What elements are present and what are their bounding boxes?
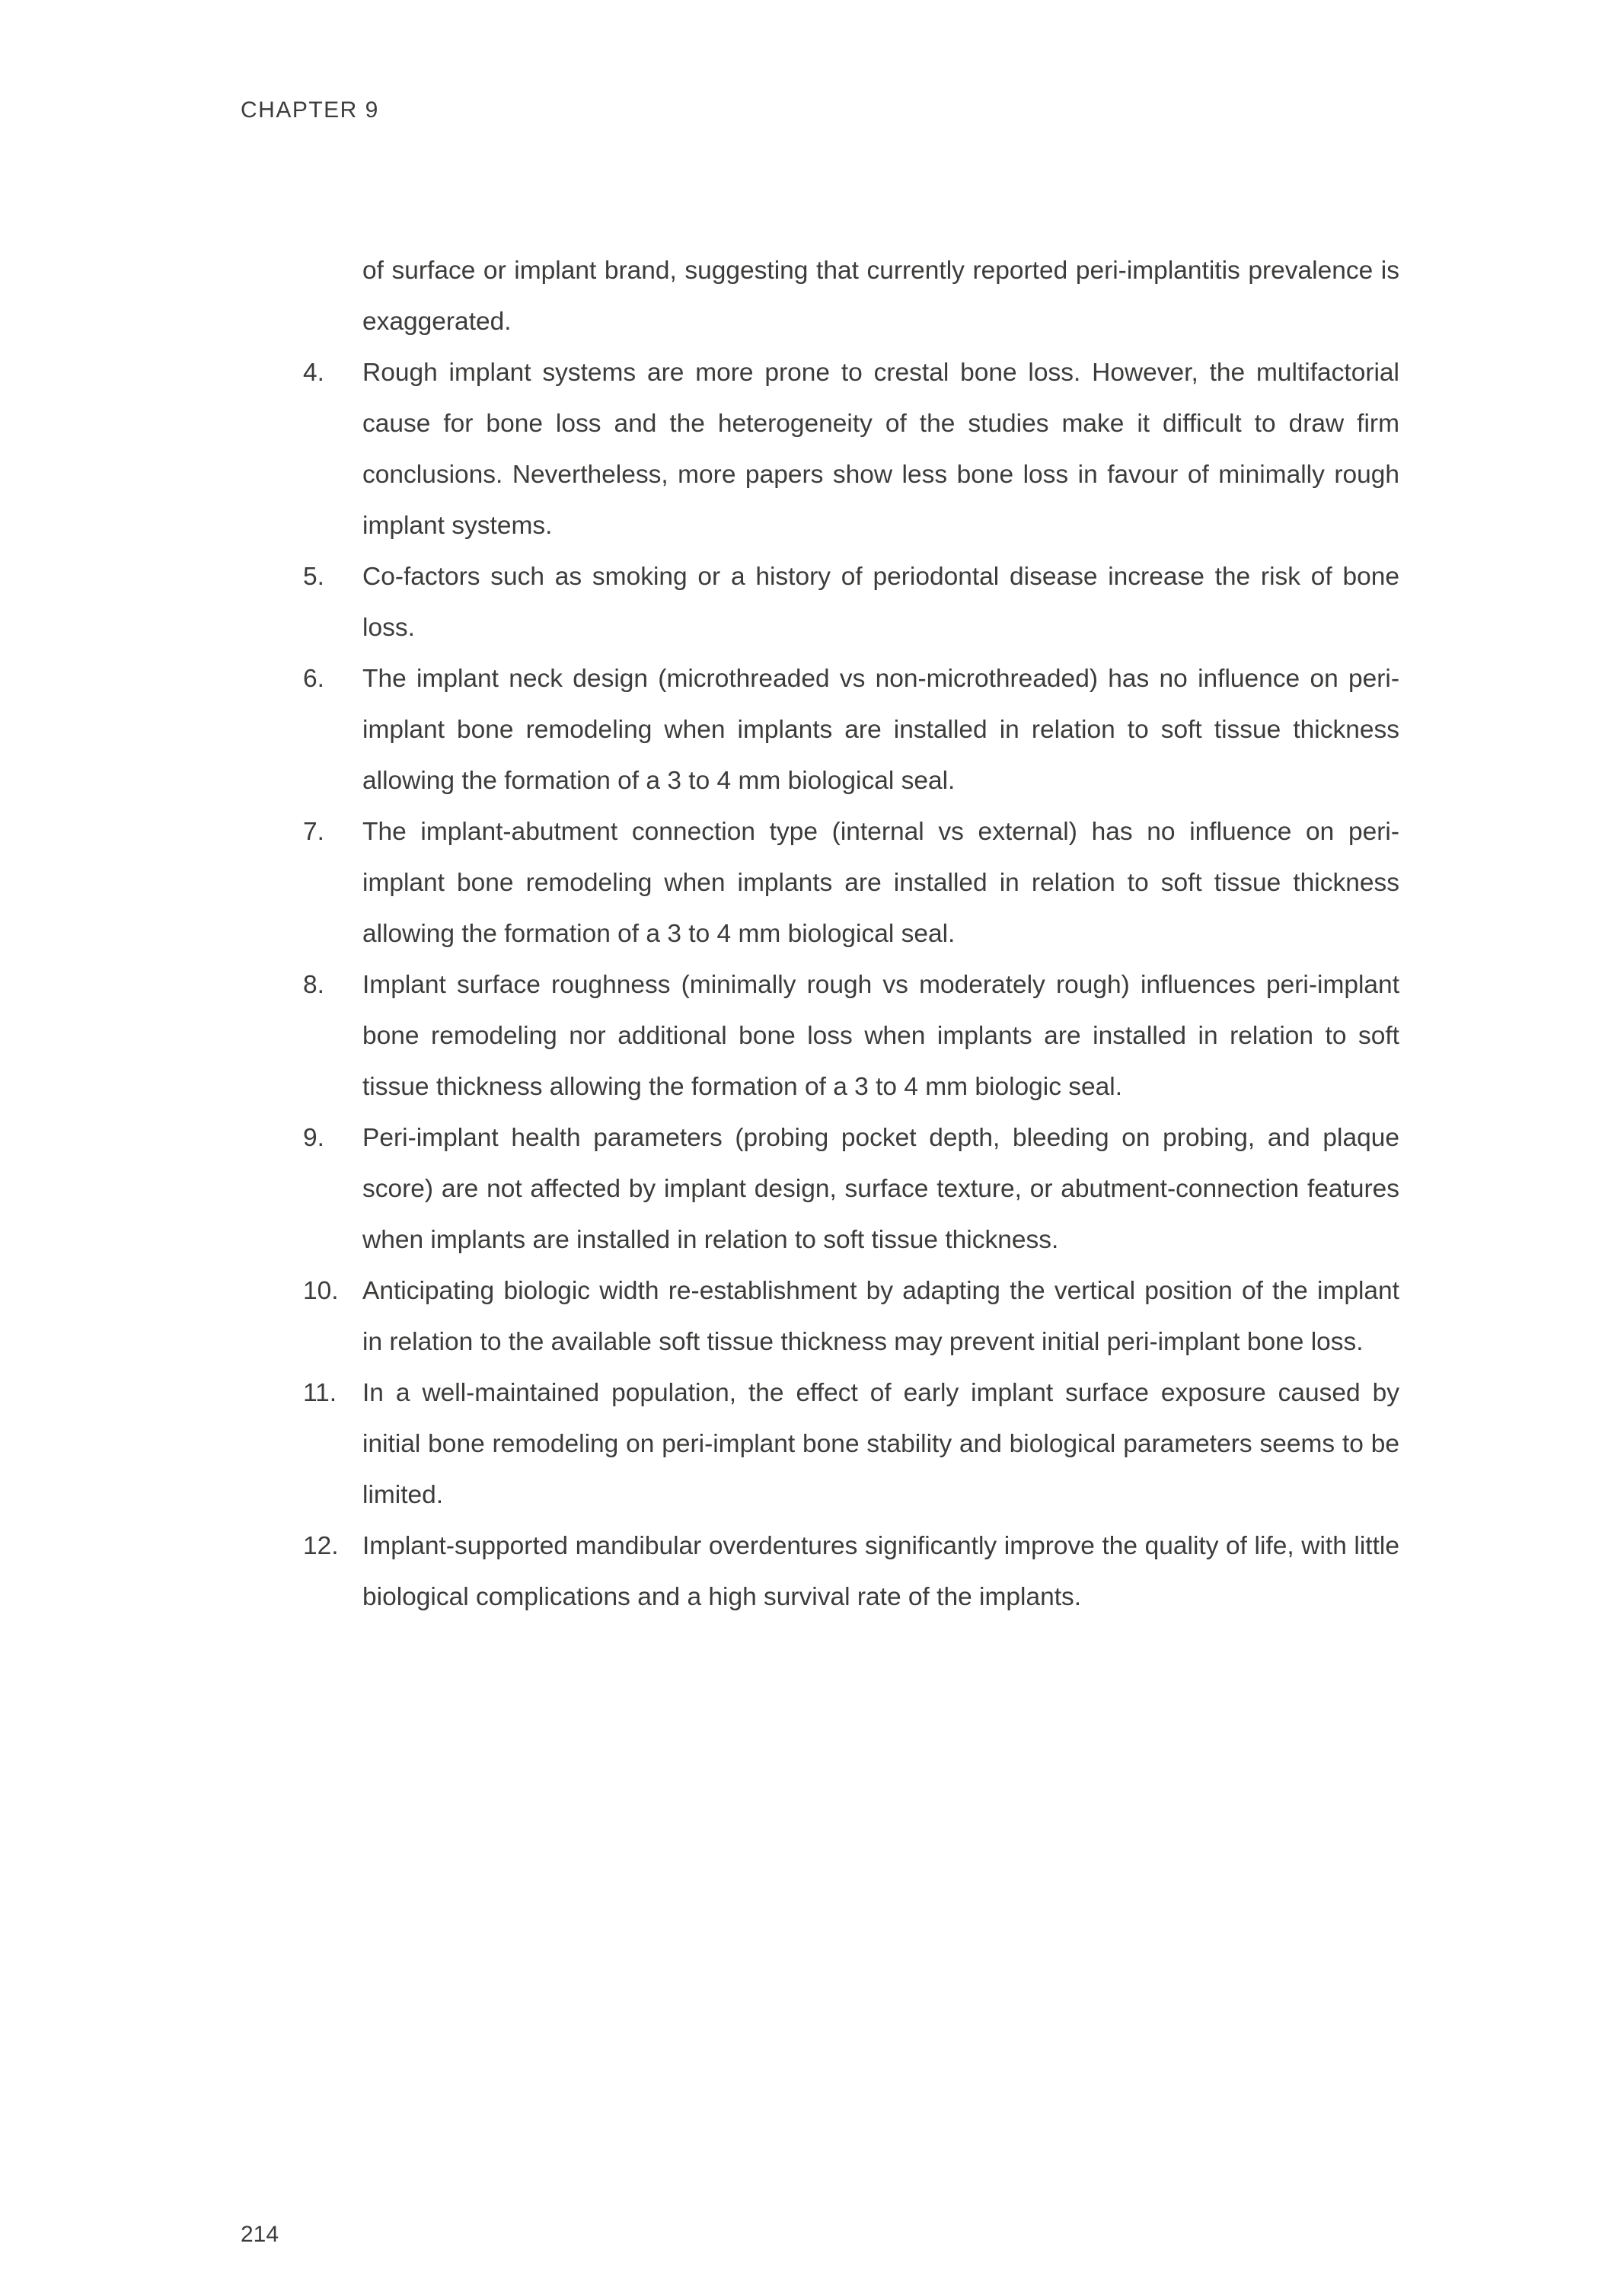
list-item xyxy=(303,959,1399,1112)
list-item xyxy=(303,1521,1399,1623)
list-item-text: In a well-maintained population, the effect of early implant surface exposure caused by initial bone remodeling on peri-implant bone stability and biological parameters seems to be limited. xyxy=(362,1379,1399,1509)
list-item-number: 4. xyxy=(303,359,324,387)
list-item xyxy=(303,806,1399,959)
list-item xyxy=(303,1265,1399,1367)
list-item-text: Peri-implant health parameters (probing pocket depth, bleeding on probing, and plaque score) are not affected by implant design, surface texture, or abutment-connection features when implants are installed in relation to soft tissue thickness. xyxy=(362,1124,1399,1254)
list-item xyxy=(303,551,1399,653)
list-item-text: Implant-supported mandibular overdentures significantly improve the quality of life, with little biological complications and a high survival rate of the implants. xyxy=(362,1532,1399,1611)
list-item-text: Anticipating biologic width re-establishment by adapting the vertical position of the implant in relation to the available soft tissue thickness may prevent initial peri-implant bone loss. xyxy=(362,1277,1399,1356)
list-item-text: Rough implant systems are more prone to crestal bone loss. However, the multifactorial cause for bone loss and the heterogeneity of the studies make it difficult to draw firm conclusions. Nevertheless, more papers show less bone loss in favour of minimally rough implant systems. xyxy=(362,359,1399,540)
list-item-number: 9. xyxy=(303,1124,324,1152)
list-item-text: Co-factors such as smoking or a history of periodontal disease increase the risk of bone loss. xyxy=(362,563,1399,642)
chapter-header: CHAPTER 9 xyxy=(241,97,379,123)
list-item-number: 11. xyxy=(303,1379,337,1407)
list-item-number: 8. xyxy=(303,971,324,999)
list-item-number: 6. xyxy=(303,665,324,693)
list-item-text: The implant neck design (microthreaded vs non-microthreaded) has no influence on peri-implant bone remodeling when implants are installed in relation to soft tissue thickness allowing the formation of a 3 to 4 mm biological seal. xyxy=(362,665,1399,795)
conclusions-list xyxy=(303,245,1399,1623)
list-item-number: 7. xyxy=(303,818,324,846)
list-item-text: The implant-abutment connection type (internal vs external) has no influence on peri-implant bone remodeling when implants are installed in relation to soft tissue thickness allowing the formation of a 3 to 4 mm biological seal. xyxy=(362,818,1399,948)
list-item-text: Implant surface roughness (minimally rough vs moderately rough) influences peri-implant bone remodeling nor additional bone loss when implants are installed in relation to soft tissue thickness allowing the formation of a 3 to 4 mm biologic seal. xyxy=(362,971,1399,1101)
list-item xyxy=(303,653,1399,806)
list-item-number: 12. xyxy=(303,1532,339,1560)
continuation-paragraph: of surface or implant brand, suggesting that currently reported peri-implantitis prevalence is exaggerated. xyxy=(362,257,1399,336)
list-item xyxy=(303,1367,1399,1521)
list-item xyxy=(303,1112,1399,1265)
page-number: 214 xyxy=(241,2222,279,2247)
list-item-number: 10. xyxy=(303,1277,339,1305)
list-item xyxy=(303,347,1399,551)
list-item-number: 5. xyxy=(303,563,324,591)
